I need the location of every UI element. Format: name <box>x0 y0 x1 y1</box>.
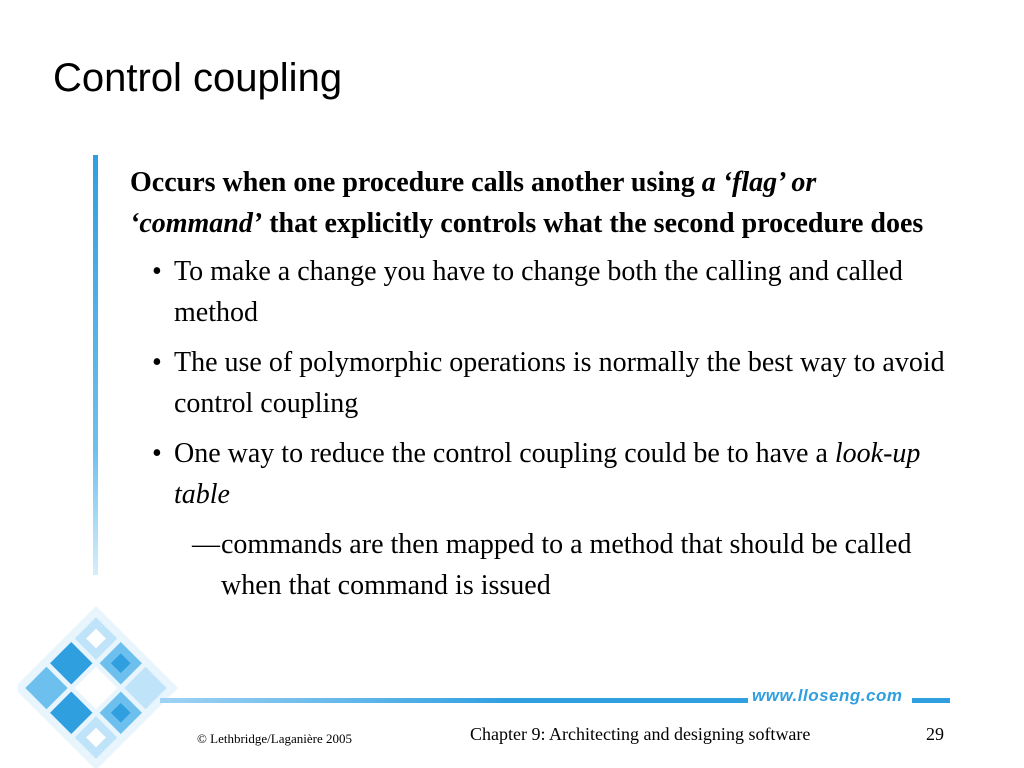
footer-copyright: © Lethbridge/Laganière 2005 <box>197 731 352 746</box>
footer-chapter: Chapter 9: Architecting and designing software <box>470 724 811 744</box>
footer-page-number: 29 <box>926 724 944 744</box>
website-url: www.lloseng.com <box>752 686 903 705</box>
bullet-item <box>130 251 954 333</box>
sub-bullet-item <box>130 524 941 606</box>
bullet-text: One way to reduce the control coupling could be to have a <box>174 438 835 469</box>
bullet-item <box>130 433 954 515</box>
bullet-item <box>130 342 954 424</box>
horizontal-accent-bar-end <box>912 698 950 703</box>
bullet-dot: • <box>152 438 162 469</box>
bullet-dot: • <box>152 347 162 378</box>
diamond-mosaic-logo <box>18 600 178 768</box>
slide-body <box>130 162 960 606</box>
sub-bullet-text: commands are then mapped to a method that should be called when that command is issued <box>221 529 912 601</box>
slide-title: Control coupling <box>53 56 343 100</box>
lead-text-2: that explicitly controls what the second procedure does <box>262 208 924 239</box>
horizontal-accent-bar <box>160 698 748 703</box>
lead-text-1: Occurs when one procedure calls another using <box>130 167 702 198</box>
vertical-accent-bar <box>93 155 98 575</box>
lead-text-italic: a ‘flag’ or ‘command’ <box>130 167 817 239</box>
lead-paragraph <box>130 162 940 244</box>
bullet-text: To make a change you have to change both the calling and called method <box>174 256 903 328</box>
bullet-text-italic: look-up table <box>174 438 921 510</box>
bullet-text: The use of polymorphic operations is normally the best way to avoid control coupling <box>174 347 945 419</box>
sub-bullet-dash: — <box>192 529 220 560</box>
bullet-dot: • <box>152 256 162 287</box>
